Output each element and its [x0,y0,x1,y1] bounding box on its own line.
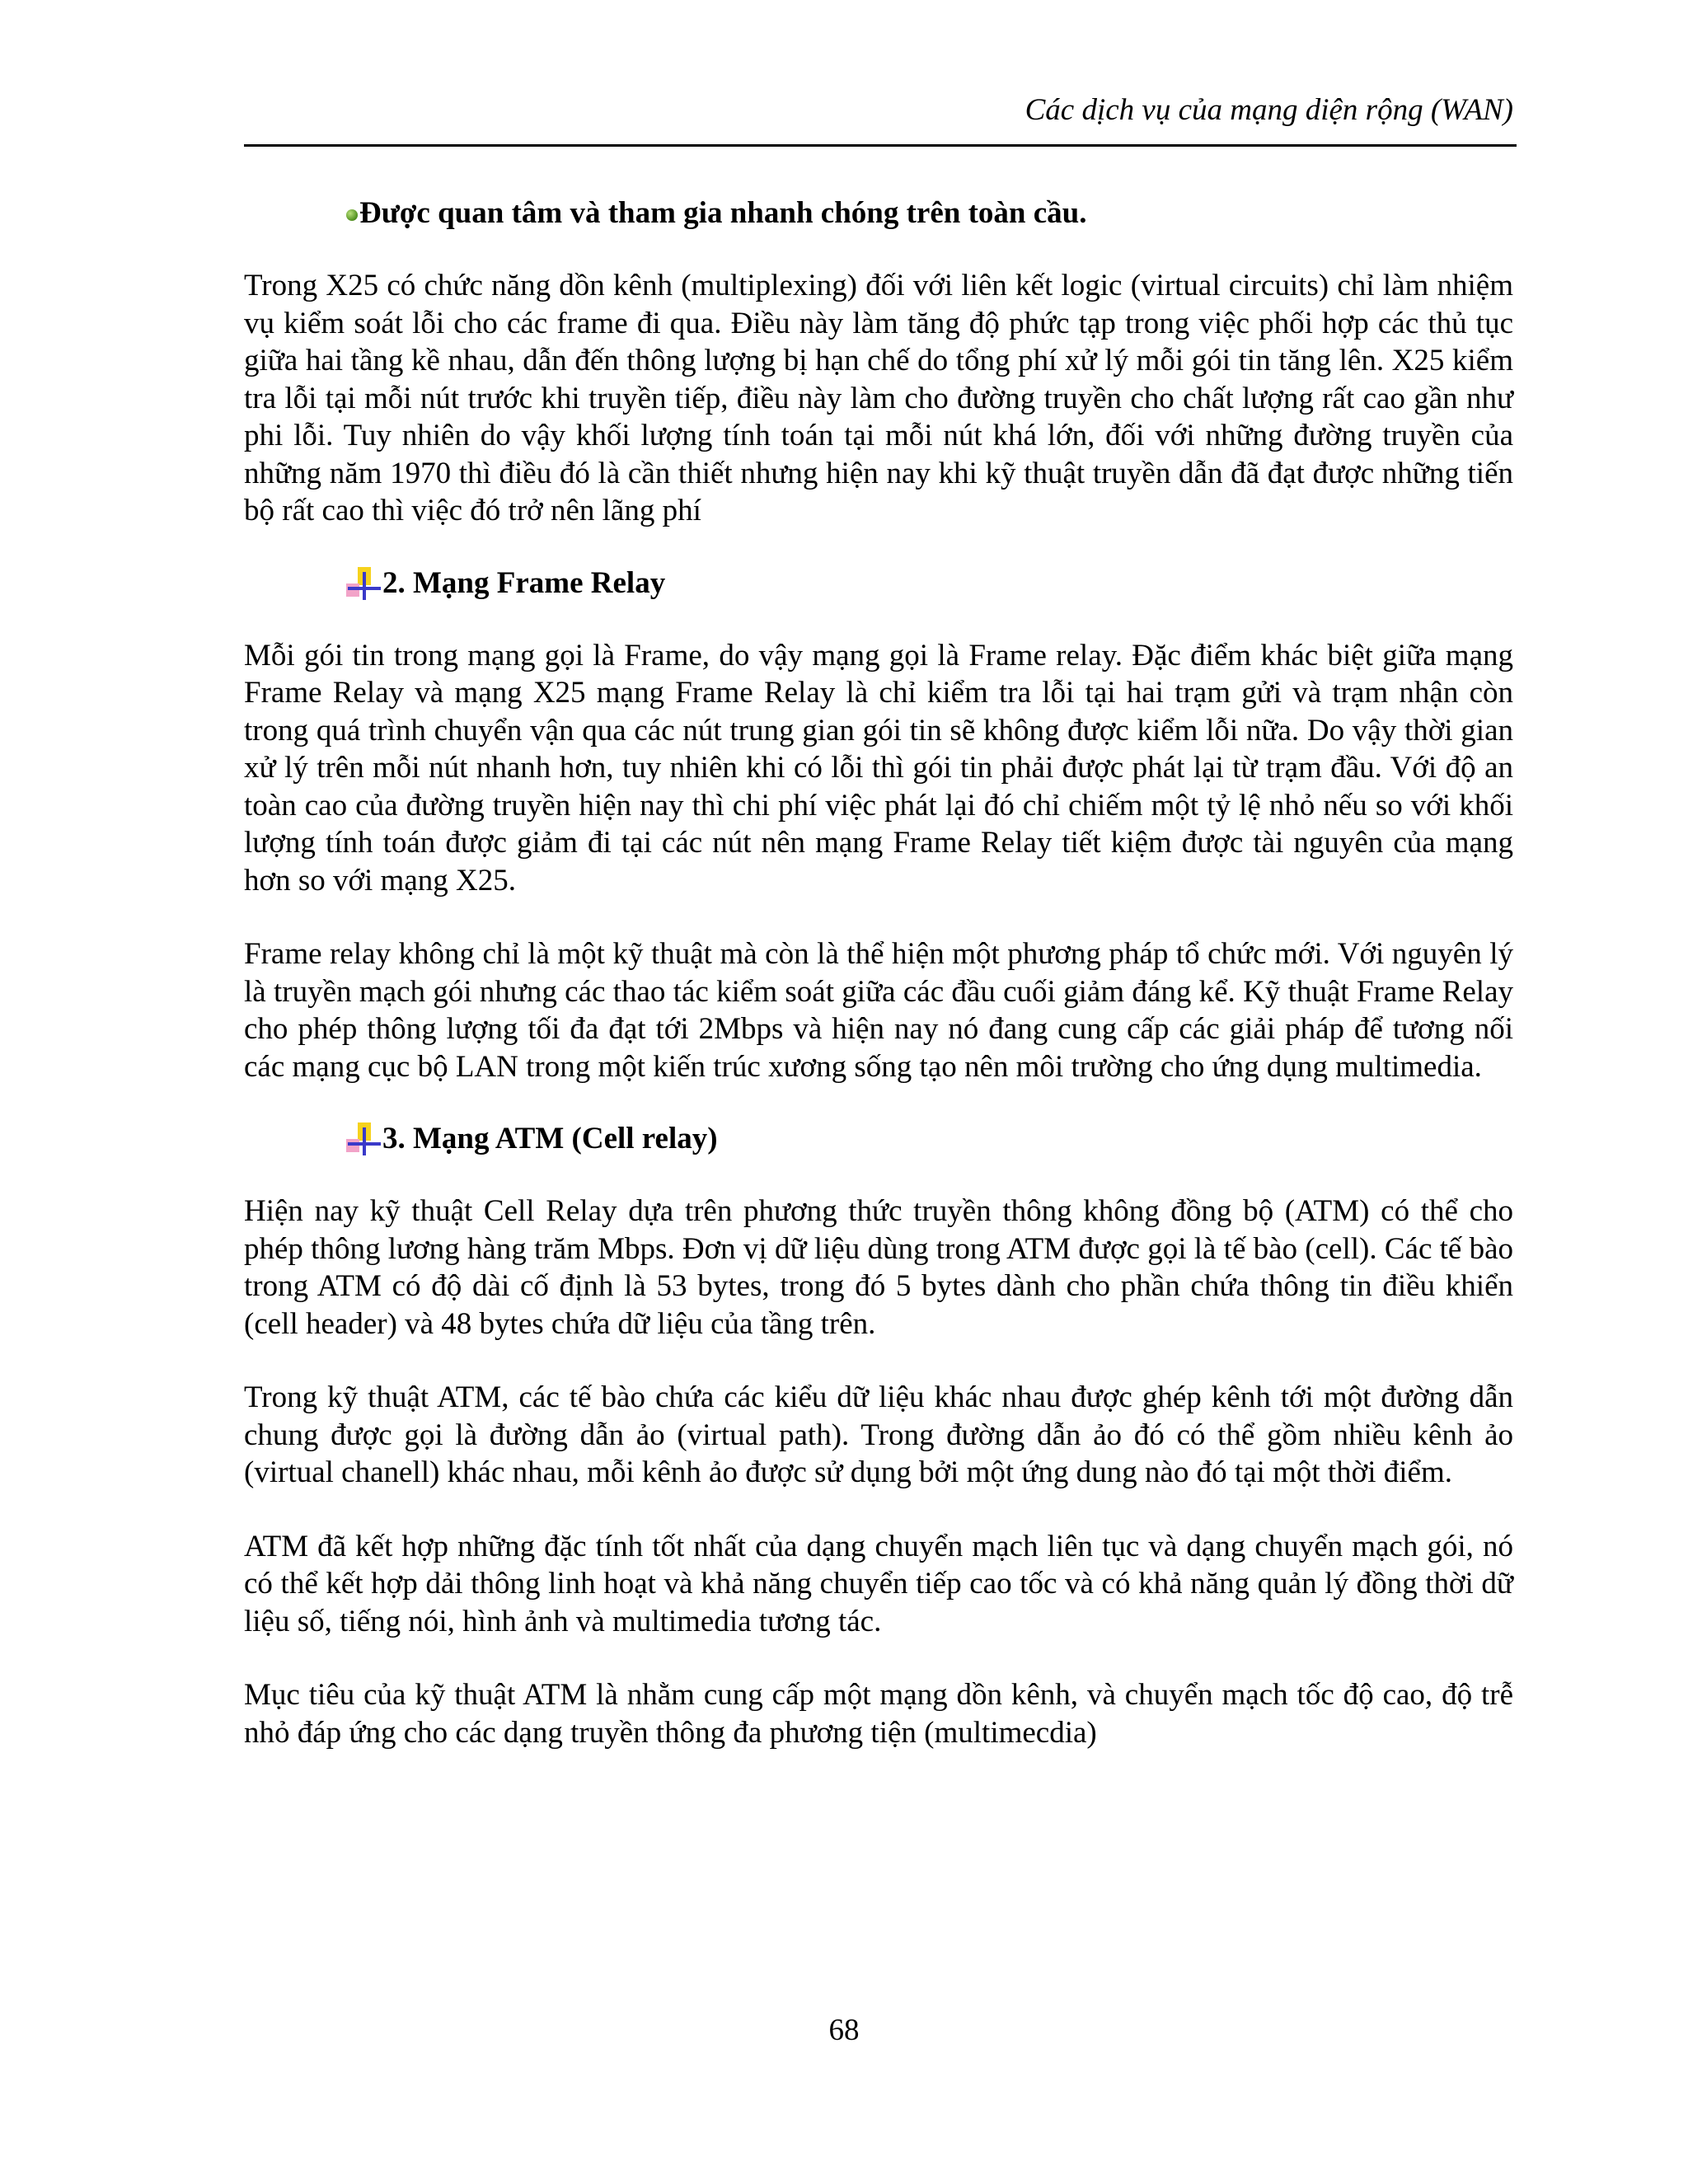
paragraph-atm-2: Trong kỹ thuật ATM, các tế bào chứa các kiểu dữ liệu khác nhau được ghép kênh tới một đường dẫn chung được gọi là đường dẫn ảo (virtual path). Trong đường dẫn ảo đó có thể gồm nhiều kênh ảo (virtual chanell) khác nhau, mỗi kênh ảo được sử dụng bởi một ứng dung nào đó tại một thời điểm. [244,1380,1513,1489]
colored-cross-icon [346,1122,382,1155]
paragraph-atm-3: ATM đã kết hợp những đặc tính tốt nhất của dạng chuyển mạch liên tục và dạng chuyển mạch gói, nó có thể kết hợp dải thông linh hoạt và khả năng chuyển tiếp cao tốc và có khả năng quản lý đồng thời dữ liệu số, tiếng nói, hình ảnh và multimedia tương tác. [244,1529,1513,1638]
paragraph-x25: Trong X25 có chức năng dồn kênh (multiplexing) đối với liên kết logic (virtual circuits) chỉ làm nhiệm vụ kiểm soát lỗi cho các frame đi qua. Điều này làm tăng độ phức tạp trong việc phối hợp các thủ tục giữa hai tầng kề nhau, dẫn đến thông lượng bị hạn chế do tổng phí xử lý mỗi gói tin tăng lên. X25 kiểm tra lỗi tại mỗi nút trước khi truyền tiếp, điều này làm cho đường truyền cho chất lượng rất cao gần như phi lỗi. Tuy nhiên do vậy khối lượng tính toán tại mỗi nút khá lớn, đối với những đường truyền của những năm 1970 thì điều đó là cần thiết nhưng hiện nay khi kỹ thuật truyền dẫn đã đạt được những tiến bộ rất cao thì việc đó trở nên lãng phí [244,269,1513,527]
section-heading-frame-relay [346,565,1513,602]
header-divider [244,144,1517,147]
section-heading-atm [346,1120,1513,1158]
green-ball-icon [346,209,358,221]
paragraph-frame-relay-2: Frame relay không chỉ là một kỹ thuật mà còn là thể hiện một phương pháp tổ chức mới. Với nguyên lý là truyền mạch gói nhưng các thao tác kiểm soát giữa các đầu cuối giảm đáng kể. Kỹ thuật Frame Relay cho phép thông lượng tối đa đạt tới 2Mbps và hiện nay nó đang cung cấp các giải pháp để tương nối các mạng cục bộ LAN trong một kiến trúc xương sống tạo nên môi trường cho ứng dụng multimedia. [244,937,1513,1084]
section-heading-text: 2. Mạng Frame Relay [382,565,666,600]
running-header: Các dịch vụ của mạng diện rộng (WAN) [1025,93,1513,127]
paragraph-atm-4: Mục tiêu của kỹ thuật ATM là nhằm cung cấp một mạng dồn kênh, và chuyển mạch tốc độ cao, độ trễ nhỏ đáp ứng cho các dạng truyền thông đa phương tiện (multimecdia) [244,1678,1513,1750]
paragraph-frame-relay-1: Mỗi gói tin trong mạng gọi là Frame, do vậy mạng gọi là Frame relay. Đặc điểm khác biệt giữa mạng Frame Relay và mạng X25 mạng Frame Relay là chỉ kiểm tra lỗi tại hai trạm gửi và trạm nhận còn trong quá trình chuyển vận qua các nút trung gian gói tin sẽ không được kiểm lỗi nữa. Do vậy thời gian xử lý trên mỗi nút nhanh hơn, tuy nhiên khi có lỗi thì gói tin phải được phát lại từ trạm đầu. Với độ an toàn cao của đường truyền hiện nay thì chi phí việc phát lại đó chỉ chiếm một tỷ lệ nhỏ nếu so với khối lượng tính toán được giảm đi tại các nút nên mạng Frame Relay tiết kiệm được tài nguyên của mạng hơn so với mạng X25. [244,638,1513,898]
section-heading-text: 3. Mạng ATM (Cell relay) [382,1122,718,1155]
bullet-heading [346,194,1513,232]
paragraph-atm-1: Hiện nay kỹ thuật Cell Relay dựa trên phương thức truyền thông không đồng bộ (ATM) có thể cho phép thông lương hàng trăm Mbps. Đơn vị dữ liệu dùng trong ATM được gọi là tế bào (cell). Các tế bào trong ATM có độ dài cố định là 53 bytes, trong đó 5 bytes dành cho phần chứa thông tin điều khiển (cell header) và 48 bytes chứa dữ liệu của tầng trên. [244,1194,1513,1341]
colored-cross-icon [346,567,382,600]
bullet-heading-text: Được quan tâm và tham gia nhanh chóng trên toàn cầu. [359,196,1087,230]
page-number: 68 [828,2013,860,2047]
page-content [244,194,1513,1751]
